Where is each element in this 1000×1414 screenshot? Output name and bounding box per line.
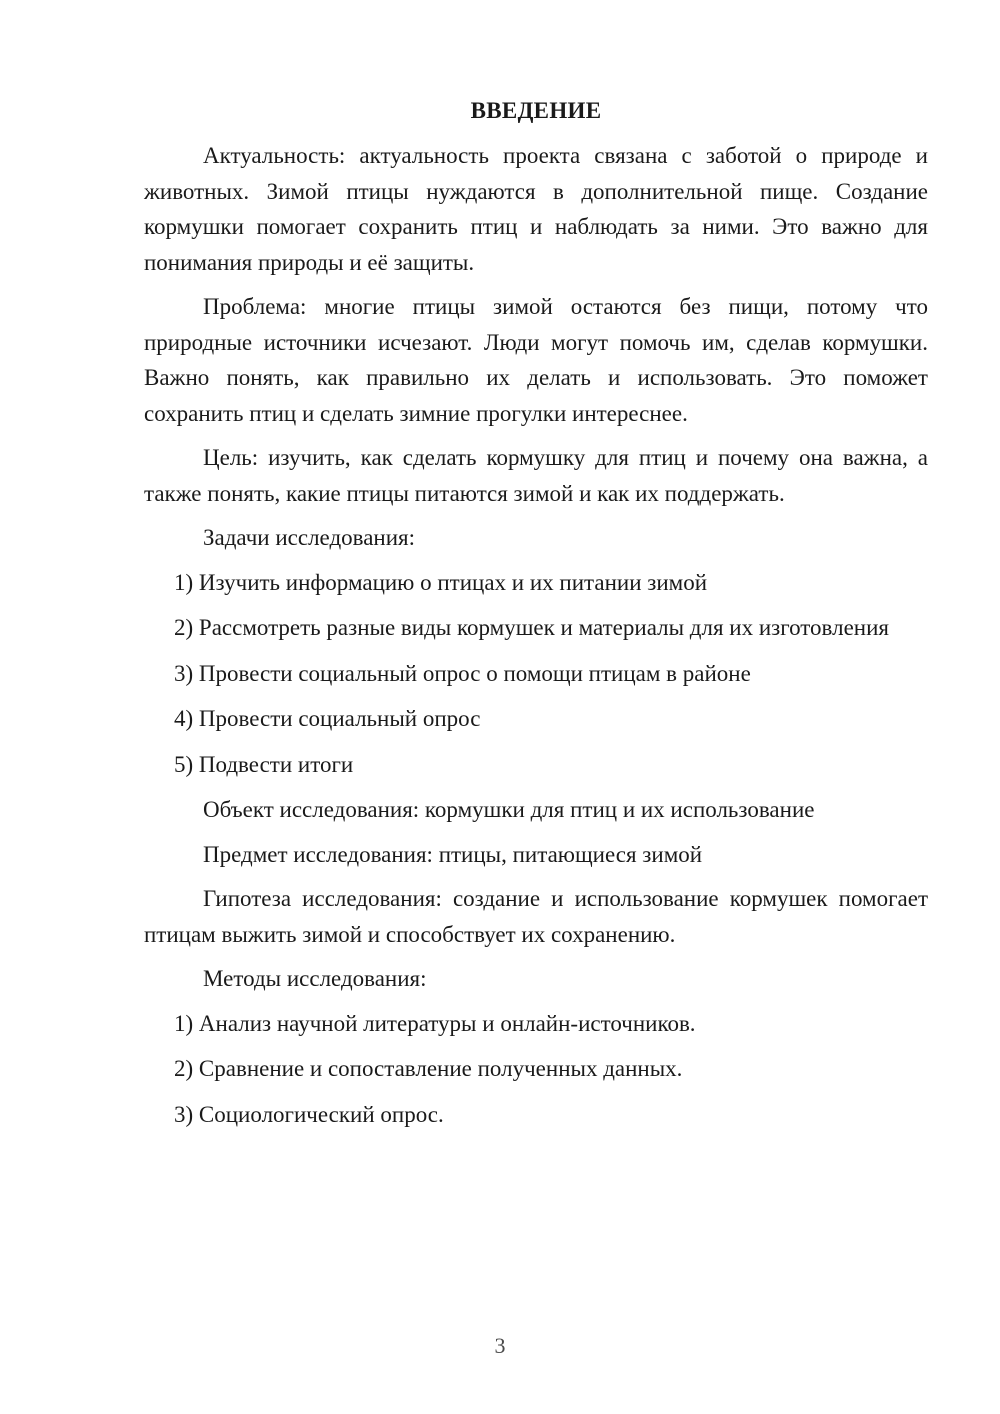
task-item: 5) Подвести итоги bbox=[174, 751, 354, 777]
task-item: 3) Провести социальный опрос о помощи птицам в районе bbox=[174, 660, 751, 686]
goal-paragraph: Цель: изучить, как сделать кормушку для птиц и почему она важна, а также понять, какие птицы питаются зимой и как их поддержать. bbox=[144, 445, 928, 506]
research-subject: Предмет исследования: птицы, питающиеся зимой bbox=[203, 841, 703, 867]
tasks-heading: Задачи исследования: bbox=[203, 525, 416, 550]
task-item: 1) Изучить информацию о птицах и их питании зимой bbox=[174, 569, 708, 595]
document-page bbox=[144, 96, 928, 1142]
method-item: 2) Сравнение и сопоставление полученных данных. bbox=[174, 1056, 683, 1081]
task-item: 2) Рассмотреть разные виды кормушек и материалы для их изготовления bbox=[174, 615, 889, 640]
methods-heading: Методы исследования: bbox=[203, 966, 427, 991]
relevance-paragraph: Актуальность: актуальность проекта связана с заботой о природе и животных. Зимой птицы нуждаются в дополнительной пище. Создание кормушки помогает сохранить птиц и наблюдать за ними. Это важно для понимания природы и её защиты. bbox=[144, 143, 928, 275]
page-title: ВВЕДЕНИЕ bbox=[470, 98, 602, 123]
problem-paragraph: Проблема: многие птицы зимой остаются без пищи, потому что природные источники исчезают. Люди могут помочь им, сделав кормушки. Важно понять, как правильно их делать и использовать. Это поможет сохранить птиц и сделать зимние прогулки интереснее. bbox=[144, 294, 928, 426]
method-item: 1) Анализ научной литературы и онлайн-источников. bbox=[174, 1010, 696, 1036]
research-object: Объект исследования: кормушки для птиц и их использование bbox=[203, 797, 815, 822]
method-item: 3) Социологический опрос. bbox=[174, 1101, 444, 1127]
page-number: 3 bbox=[494, 1333, 506, 1358]
task-item: 4) Провести социальный опрос bbox=[174, 706, 481, 731]
research-hypothesis: Гипотеза исследования: создание и использование кормушек помогает птицам выжить зимой и способствует их сохранению. bbox=[144, 886, 928, 947]
